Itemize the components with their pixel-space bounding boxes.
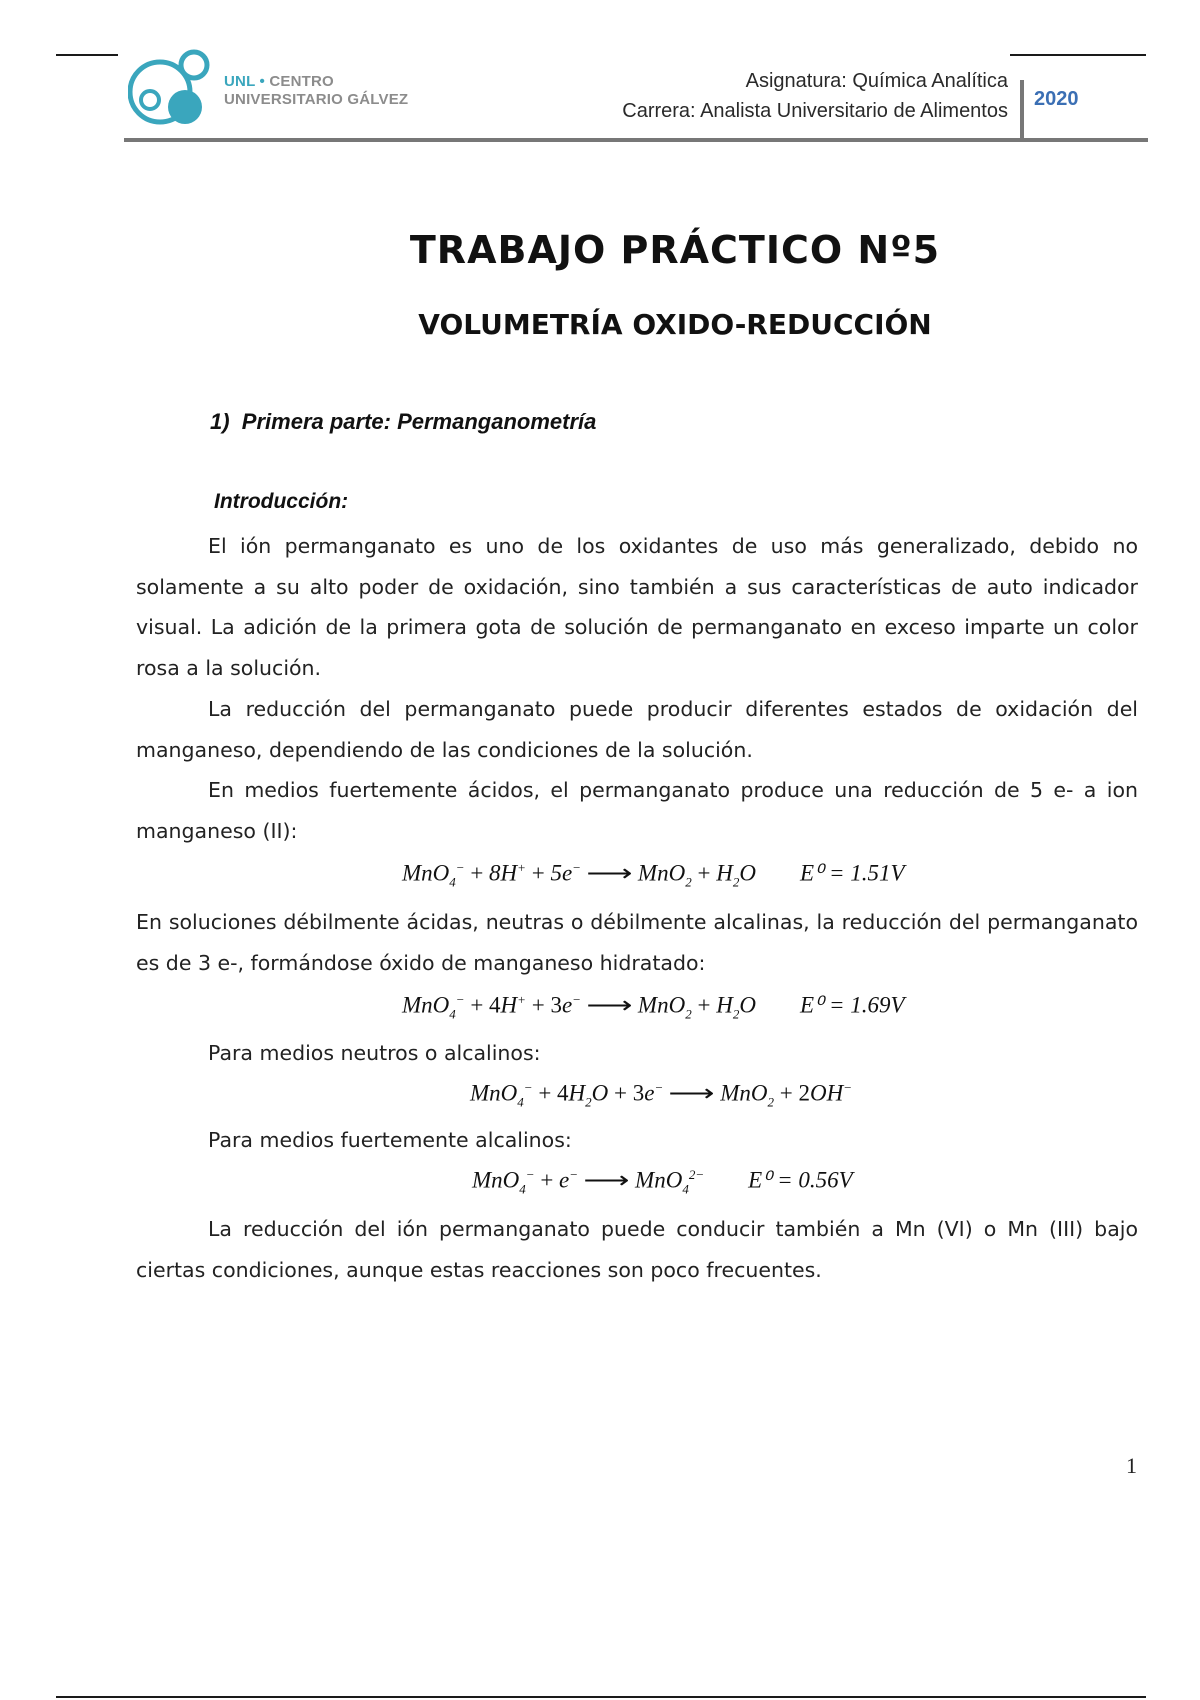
section-heading xyxy=(210,409,596,435)
section-number: 1) xyxy=(210,409,230,434)
equation-2-potential: E⁰ = 1.69V xyxy=(799,992,905,1018)
paragraph-3: En medios fuertemente ácidos, el permanganato produce una reducción de 5 e- a ion manganeso (II): xyxy=(136,778,1138,843)
paragraph-4: En soluciones débilmente ácidas, neutras o débilmente alcalinas, la reducción del permanganato es de 3 e-, formándose óxido de manganeso hidratado: xyxy=(136,910,1138,975)
header-course-info xyxy=(622,66,1008,126)
header-rule-left xyxy=(56,54,118,56)
paragraph-7: La reducción del ión permanganato puede conducir también a Mn (VI) o Mn (III) bajo ciertas condiciones, aunque estas reacciones son poco frecuentes. xyxy=(136,1217,1138,1282)
subject-label: Asignatura: Química Analítica xyxy=(745,70,1008,92)
logo-unl-text: UNL xyxy=(224,73,256,90)
equation-3: $MnO_4^- + 4H_2O + 3e^-$ ⟶ MnO$_2$ + 2OH− xyxy=(470,1080,853,1110)
logo-separator: • xyxy=(255,73,270,90)
footer-rule xyxy=(56,1696,1146,1698)
page-number: 1 xyxy=(1126,1453,1137,1478)
paragraph-2: La reducción del permanganato puede producir diferentes estados de oxidación del manganeso, dependiendo de las condiciones de la solución. xyxy=(136,697,1138,762)
equation-1: MnO$_4$− + 8H+ + 5e− ⟶ $MnO_2 + H_2O$ E⁰ = 1.51V xyxy=(402,860,905,890)
page-title: TRABAJO PRÁCTICO Nº5 xyxy=(409,228,941,272)
equation-1-potential: E⁰ = 1.51V xyxy=(799,860,905,886)
page-subtitle: VOLUMETRÍA OXIDO-REDUCCIÓN xyxy=(418,308,932,341)
header-underline xyxy=(124,138,1148,142)
header-vertical-divider xyxy=(1020,80,1024,140)
career-label: Carrera: Analista Universitario de Alimentos xyxy=(622,100,1008,122)
intro-heading: Introducción: xyxy=(214,490,349,513)
paragraph-5: Para medios neutros o alcalinos: xyxy=(208,1041,541,1065)
paragraph-6: Para medios fuertemente alcalinos: xyxy=(208,1128,572,1152)
equation-4: MnO$_4$− + e− ⟶ MnO$_4^{2-}$ E⁰ = 0.56V xyxy=(472,1167,853,1197)
year-label: 2020 xyxy=(1034,88,1079,110)
institution-name xyxy=(224,73,408,109)
section-label: Primera parte: Permanganometría xyxy=(241,409,597,434)
logo-university-text: UNIVERSITARIO GÁLVEZ xyxy=(224,91,409,108)
equation-4-potential: E⁰ = 0.56V xyxy=(748,1167,853,1193)
header-rule-right xyxy=(1010,54,1146,56)
paragraph-1: El ión permanganato es uno de los oxidantes de uso más generalizado, debido no solamente a su alto poder de oxidación, sino también a sus características de auto indicador visual. La adición de la primera gota de solución de permanganato en exceso imparte un color rosa a la solución. xyxy=(136,534,1138,680)
equation-2: MnO$_4$− + 4H+ + 3e− ⟶ $MnO_2 + H_2O$ E⁰ = 1.69V xyxy=(402,992,905,1022)
unl-logo-icon xyxy=(128,47,214,133)
logo-centro-text: CENTRO xyxy=(269,73,334,90)
